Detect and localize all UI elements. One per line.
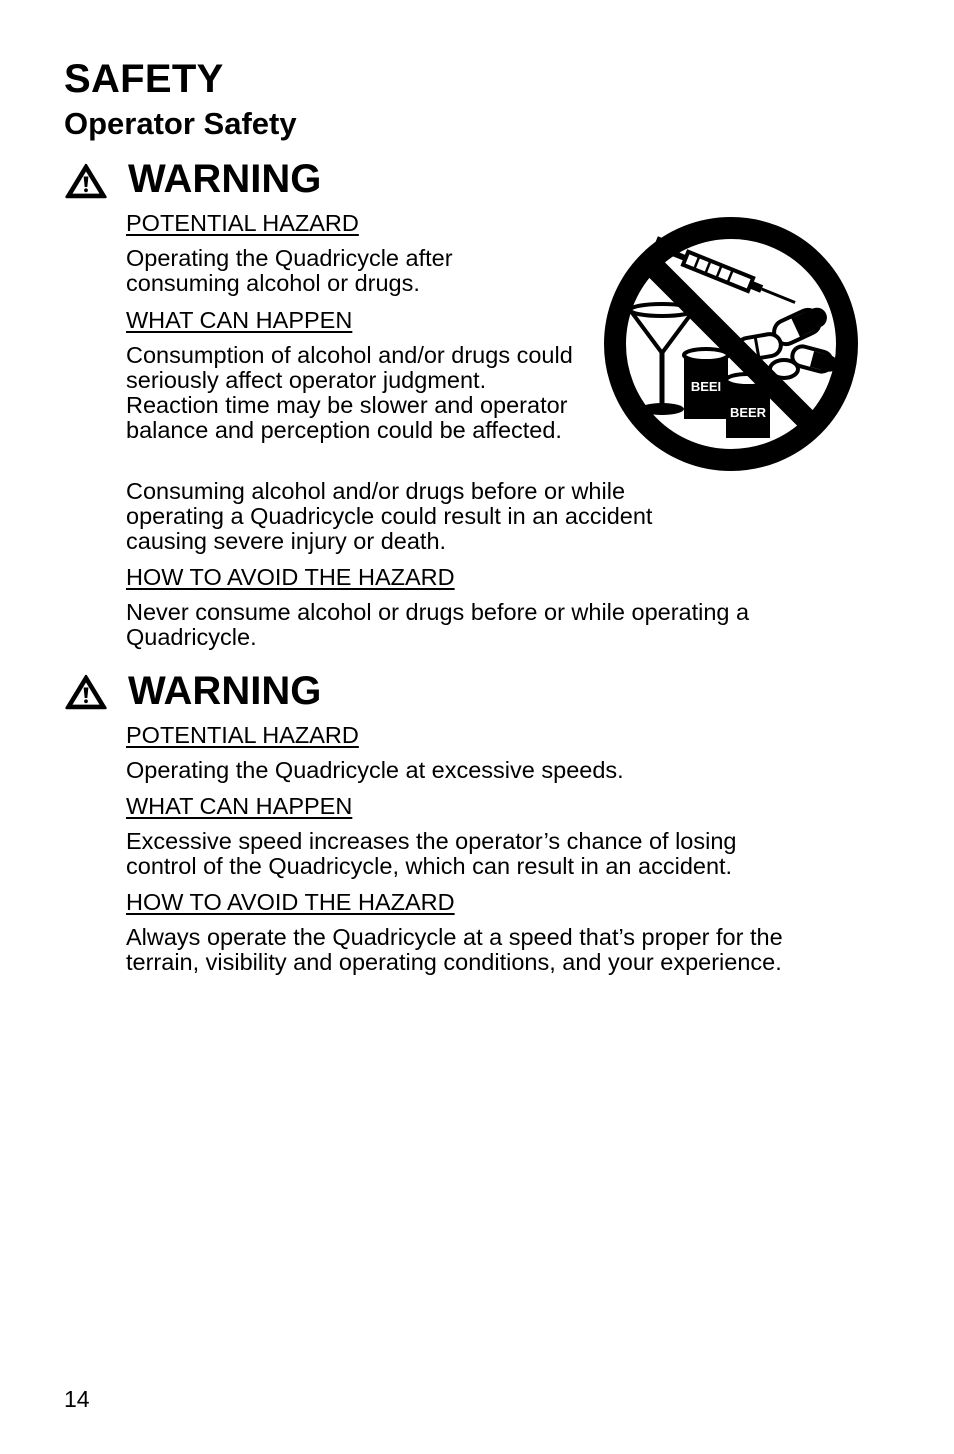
warning-triangle-icon [65, 163, 107, 199]
what-can-happen-text: Excessive speed increases the operator’s chance of losing control of the Quadricycle, which can result in an accident. [126, 828, 737, 879]
what-can-happen-label: WHAT CAN HAPPEN [126, 793, 353, 819]
section-title: SAFETY [64, 57, 224, 101]
what-can-happen-text: Consumption of alcohol and/or drugs could seriously affect operator judgment. Reaction time may be slower and operator balance and perception could be affected. [126, 342, 573, 443]
what-can-happen-text-2: Consuming alcohol and/or drugs before or while operating a Quadricycle could result in an accident causing severe injury or death. [126, 478, 653, 554]
potential-hazard-text: Operating the Quadricycle at excessive speeds. [126, 757, 624, 783]
potential-hazard-label: POTENTIAL HAZARD [126, 722, 359, 748]
potential-hazard-text: Operating the Quadricycle after consuming alcohol or drugs. [126, 245, 453, 296]
section-subtitle: Operator Safety [64, 106, 297, 141]
can-label-1: BEEI [690, 379, 722, 394]
can-label-2: BEER [729, 405, 767, 420]
how-to-avoid-label: HOW TO AVOID THE HAZARD [126, 564, 455, 590]
how-to-avoid-text: Never consume alcohol or drugs before or while operating a Quadricycle. [126, 599, 750, 650]
potential-hazard-label: POTENTIAL HAZARD [126, 210, 359, 236]
what-can-happen-label: WHAT CAN HAPPEN [126, 307, 353, 333]
how-to-avoid-text: Always operate the Quadricycle at a speed that’s proper for the terrain, visibility and operating conditions, and your experience. [126, 924, 783, 975]
no-alcohol-drugs-icon [602, 215, 860, 473]
warning-heading: WARNING [128, 669, 322, 713]
warning-heading: WARNING [128, 157, 322, 201]
how-to-avoid-label: HOW TO AVOID THE HAZARD [126, 889, 455, 915]
warning-triangle-icon [65, 674, 107, 710]
page-number: 14 [64, 1386, 90, 1412]
